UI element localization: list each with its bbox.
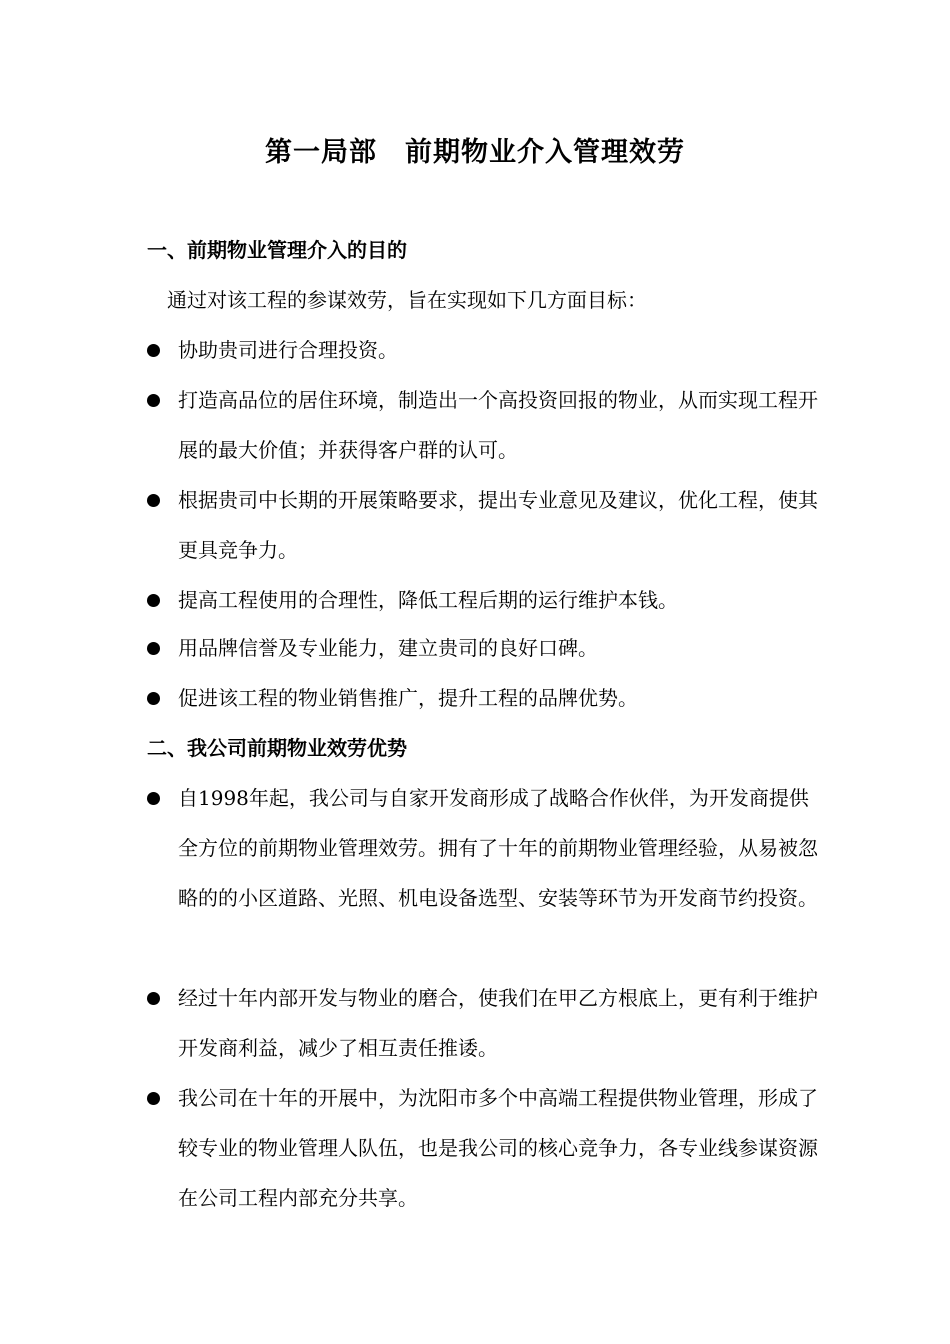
list-item-text: 打造高品位的居住环境，制造出一个高投资回报的物业，从而实现工程开展的最大价值；并获得客户群的认可。: [178, 388, 818, 462]
list-item-text: 提高工程使用的合理性，降低工程后期的运行维护本钱。: [178, 588, 678, 612]
list-item-text: 用品牌信誉及专业能力，建立贵司的良好口碑。: [178, 636, 598, 660]
bullet-dot-icon: [147, 642, 160, 655]
section-heading-1: 一、前期物业管理介入的目的: [147, 238, 407, 262]
bullet-dot-icon: [147, 792, 160, 805]
list-item-text: 我公司在十年的开展中，为沈阳市多个中高端工程提供物业管理，形成了较专业的物业管理人队伍，也是我公司的核心竞争力，各专业线参谋资源在公司工程内部充分共享。: [178, 1086, 818, 1210]
list-item-text: 经过十年内部开发与物业的磨合，使我们在甲乙方根底上，更有利于维护开发商利益，减少了相互责任推诿。: [178, 986, 818, 1060]
list-item: [147, 973, 827, 1073]
bullet-dot-icon: [147, 394, 160, 407]
bullet-dot-icon: [147, 692, 160, 705]
bullet-dot-icon: [147, 992, 160, 1005]
bullet-dot-icon: [147, 1092, 160, 1105]
list-item-text: 协助贵司进行合理投资。: [178, 338, 398, 362]
list-item-text: 自1998年起，我公司与自家开发商形成了战略合作伙伴，为开发商提供全方位的前期物业管理效劳。拥有了十年的前期物业管理经验，从易被忽略的的小区道路、光照、机电设备选型、安装等环节为开发商节约投资。: [178, 786, 818, 910]
list-item: [147, 623, 827, 673]
list-item-text: 根据贵司中长期的开展策略要求，提出专业意见及建议，优化工程，使其更具竞争力。: [178, 488, 818, 562]
list-item: [147, 673, 827, 723]
list-item: [147, 575, 827, 625]
section-1-intro: 通过对该工程的参谋效劳，旨在实现如下几方面目标：: [167, 288, 647, 312]
bullet-dot-icon: [147, 494, 160, 507]
bullet-dot-icon: [147, 344, 160, 357]
list-item-text: 促进该工程的物业销售推广，提升工程的品牌优势。: [178, 686, 638, 710]
bullet-dot-icon: [147, 594, 160, 607]
list-item: [147, 773, 827, 923]
list-item: [147, 375, 827, 475]
page-title: 第一局部 前期物业介入管理效劳: [265, 137, 685, 168]
list-item: [147, 475, 827, 575]
list-item: [147, 325, 827, 375]
section-heading-2: 二、我公司前期物业效劳优势: [147, 736, 407, 760]
list-item: [147, 1073, 827, 1223]
